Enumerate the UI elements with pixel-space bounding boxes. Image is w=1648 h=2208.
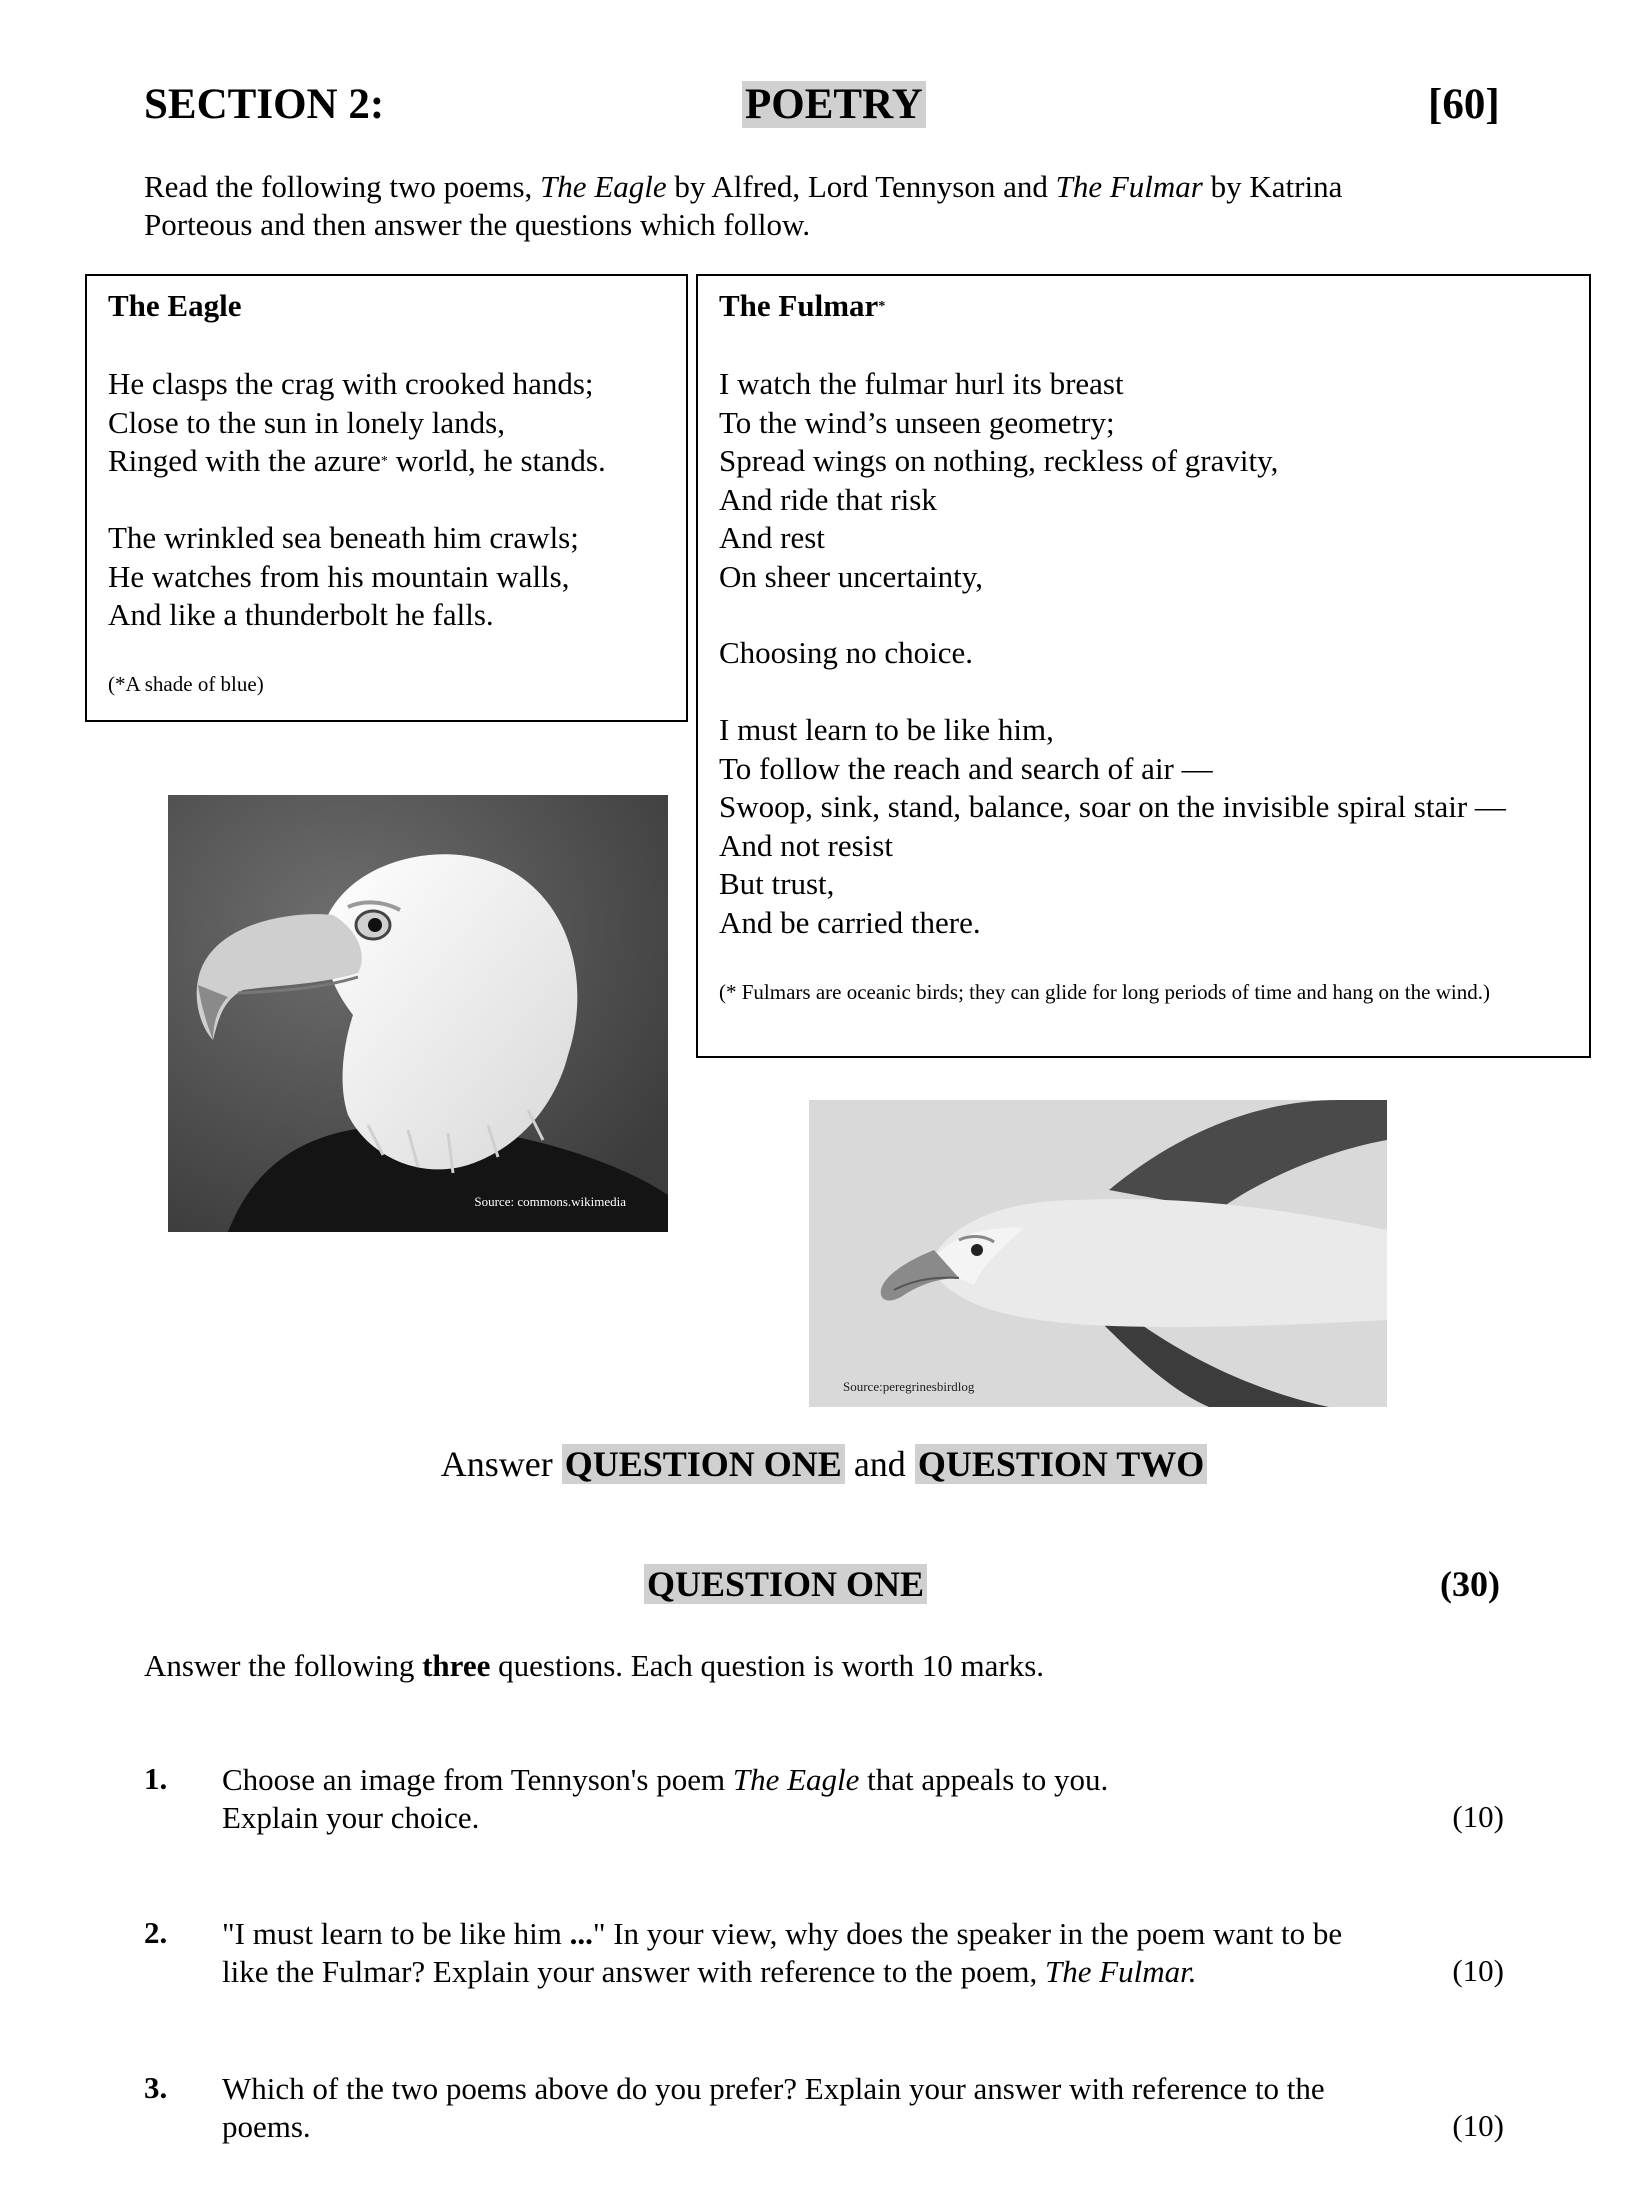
question-2-marks: (10) (1452, 1953, 1504, 1988)
eagle-illustration (168, 795, 668, 1232)
question-2-line-1 (222, 1915, 1342, 1953)
intro-line-2: Porteous and then answer the questions which follow. (144, 207, 811, 242)
fulmar-line: But trust, (719, 866, 835, 901)
question-one-heading (644, 1563, 927, 1605)
fulmar-line: And rest (719, 520, 825, 555)
q2-poem-title: The Fulmar. (1044, 1954, 1197, 1989)
eagle-line: Close to the sun in lonely lands, (108, 404, 505, 440)
fulmar-poem-title (719, 288, 885, 324)
question-one-intro-start: Answer the following (144, 1648, 423, 1683)
eagle-line: The wrinkled sea beneath him crawls; (108, 520, 579, 555)
eagle-line (108, 442, 606, 481)
fulmar-footnote: (* Fulmars are oceanic birds; they can glide for long periods of time and hang on the wind.) (719, 980, 1490, 1004)
q2-ellipsis: ... (569, 1916, 593, 1951)
question-3-text (222, 2070, 1325, 2146)
question-3-line-1: Which of the two poems above do you prefer? Explain your answer with reference to the (222, 2071, 1325, 2106)
question-3-line-2: poems. (222, 2109, 311, 2144)
question-one-marks: (30) (1440, 1564, 1500, 1604)
eagle-poem-title: The Eagle (108, 288, 242, 323)
question-one-intro-end: questions. Each question is worth 10 marks. (490, 1648, 1045, 1683)
instruction-question-one: QUESTION ONE (562, 1444, 845, 1484)
fulmar-photo (809, 1100, 1387, 1407)
instruction-and: and (844, 1444, 915, 1484)
fulmar-footnote-marker: * (878, 299, 886, 314)
fulmar-line: And be carried there. (719, 904, 981, 940)
fulmar-title-text: The Fulmar (719, 288, 879, 323)
azure-footnote-marker: * (380, 454, 388, 469)
fulmar-line: Swoop, sink, stand, balance, soar on the invisible spiral stair — (719, 789, 1506, 824)
intro-poem-eagle: The Eagle (540, 169, 667, 204)
q2-line-2-start: like the Fulmar? Explain your answer with reference to the poem, (222, 1954, 1045, 1989)
fulmar-poem-box (696, 274, 1591, 1058)
question-1-line-2: Explain your choice. (222, 1800, 480, 1835)
eagle-line: And like a thunderbolt he falls. (108, 597, 494, 632)
instruction-question-two: QUESTION TWO (915, 1444, 1207, 1484)
fulmar-line: On sheer uncertainty, (719, 558, 983, 594)
intro-text (144, 168, 1544, 244)
eagle-stanza-2 (108, 519, 579, 635)
eagle-poem-box (85, 274, 688, 722)
fulmar-line: I must learn to be like him, (719, 712, 1054, 747)
eagle-photo (168, 795, 668, 1232)
intro-line-1 (144, 168, 1544, 206)
fulmar-line: And ride that risk (719, 481, 937, 517)
fulmar-line: And not resist (719, 827, 893, 863)
fulmar-image-source: Source:peregrinesbirdlog (843, 1379, 975, 1394)
question-number: 2. (144, 1915, 168, 1950)
fulmar-stanza-3 (719, 711, 1506, 942)
question-1-marks: (10) (1452, 1799, 1504, 1834)
eagle-image-source: Source: commons.wikimedia (474, 1194, 626, 1209)
fulmar-line: To follow the reach and search of air — (719, 750, 1213, 786)
question-number: 3. (144, 2070, 168, 2105)
q1-text-end: that appeals to you. (859, 1762, 1109, 1797)
question-1-text (222, 1761, 1108, 1837)
question-2-text (222, 1915, 1342, 1991)
eagle-line: He clasps the crag with crooked hands; (108, 366, 594, 401)
eagle-line-3-start: Ringed with the azure (108, 443, 381, 478)
q2-text-end: " In your view, why does the speaker in the poem want to be (592, 1916, 1343, 1951)
eagle-stanza-1 (108, 365, 606, 481)
section-label: SECTION 2: (144, 81, 385, 128)
instruction-answer: Answer (440, 1444, 562, 1484)
fulmar-illustration (809, 1100, 1387, 1407)
question-2-line-2 (222, 1953, 1342, 1991)
question-one-heading-text: QUESTION ONE (644, 1564, 927, 1604)
answer-instruction (0, 1443, 1648, 1485)
eagle-line-3-end: world, he stands. (387, 443, 606, 478)
section-marks: [60] (1428, 81, 1500, 128)
eagle-footnote: (*A shade of blue) (108, 672, 264, 696)
intro-part-3: by Katrina (1202, 169, 1343, 204)
question-number: 1. (144, 1761, 168, 1796)
q2-quote: "I must learn to be like him (222, 1916, 570, 1951)
fulmar-stanza-2: Choosing no choice. (719, 635, 973, 670)
question-one-intro-bold: three (422, 1648, 491, 1683)
poetry-heading: POETRY (742, 81, 926, 128)
intro-part-2: by Alfred, Lord Tennyson and (666, 169, 1056, 204)
question-one-intro (144, 1647, 1044, 1685)
fulmar-line: I watch the fulmar hurl its breast (719, 366, 1124, 401)
q1-poem-title: The Eagle (732, 1762, 860, 1797)
q1-text-start: Choose an image from Tennyson's poem (222, 1762, 733, 1797)
question-3-marks: (10) (1452, 2108, 1504, 2143)
eagle-line: He watches from his mountain walls, (108, 558, 570, 594)
fulmar-line: Spread wings on nothing, reckless of gravity, (719, 443, 1279, 478)
intro-poem-fulmar: The Fulmar (1055, 169, 1203, 204)
intro-part-1: Read the following two poems, (144, 169, 541, 204)
page-title (742, 80, 926, 129)
fulmar-stanza-1 (719, 365, 1278, 596)
question-1-line-1 (222, 1761, 1108, 1799)
fulmar-line: To the wind’s unseen geometry; (719, 404, 1115, 440)
